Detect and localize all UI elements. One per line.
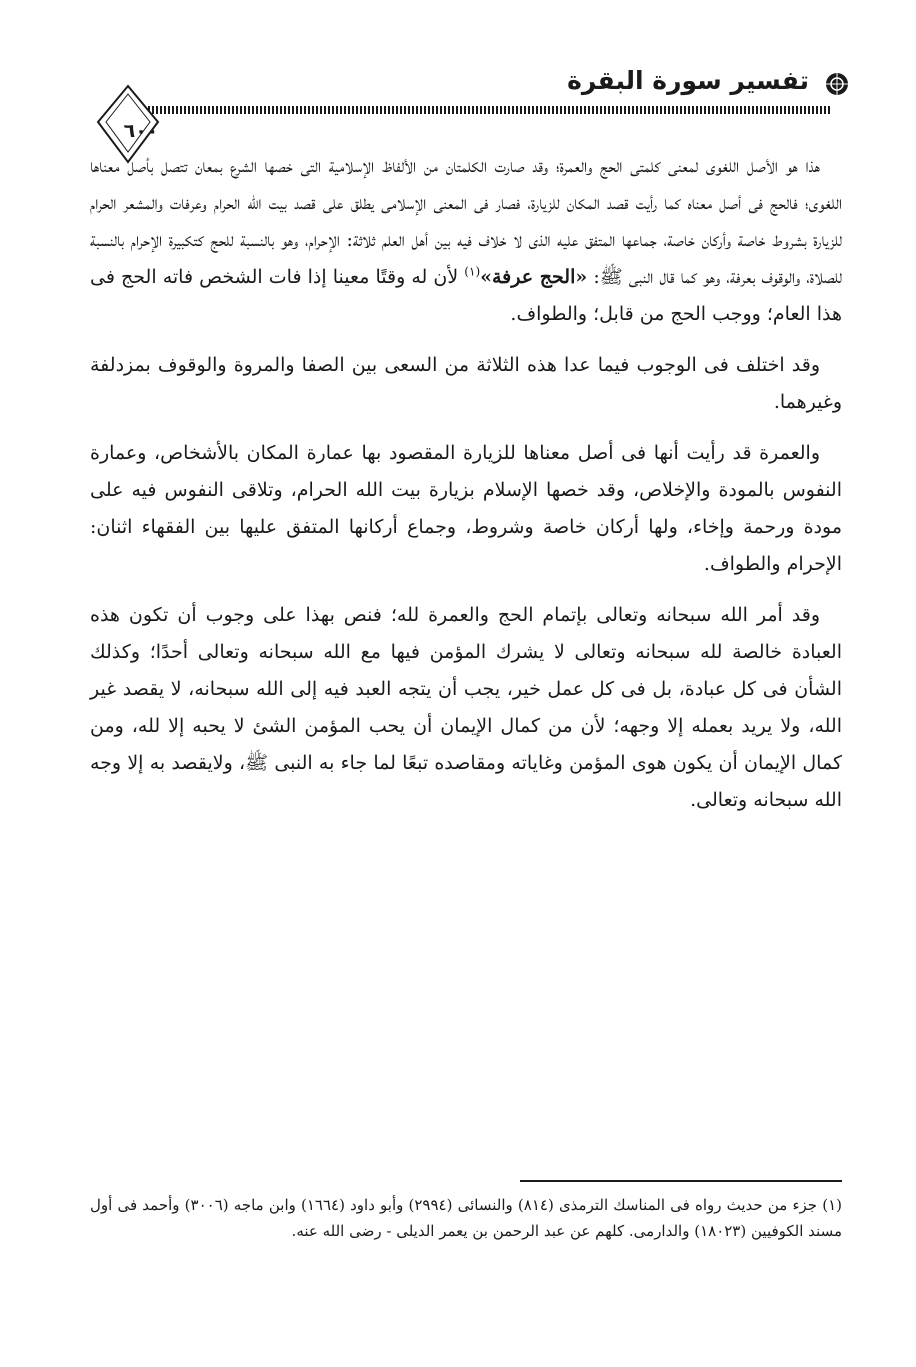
paragraph-1-text-b: لأن له وقتًا معينا إذا فات الشخص فاته الحج فى هذا العام؛ ووجب الحج من قابل؛ والطواف. bbox=[90, 266, 842, 325]
header-rule bbox=[148, 106, 831, 114]
page-header bbox=[100, 58, 821, 142]
paragraph-2: وقد اختلف فى الوجوب فيما عدا هذه الثلاثة من السعى بين الصفا والمروة والوقوف بمزدلفة وغيرهما. bbox=[90, 354, 842, 413]
paragraph-3: والعمرة قد رأيت أنها فى أصل معناها للزيارة المقصود بها عمارة المكان بالأشخاص، وعمارة النفوس بالمودة والإخلاص، وقد خصها الإسلام بزيارة بيت الله الحرام، وتلاقى النفوس فيه على مودة ورحمة وإخاء، ولها أركان خاصة وشروط، وجماع أركانها المتفق عليها بين الفقهاء اثنان: الإحرام والطواف. bbox=[90, 442, 843, 575]
page-number: ٦٠٠ bbox=[123, 120, 159, 142]
paragraph-1-text-a: هذا هو الأصل اللغوى لمعنى كلمتى الحج والعمرة؛ وقد صارت الكلمتان من الألفاظ الإسلامية التى خصها الشرع بمعان تتصل بأصل معناها اللغوى؛ فالحج فى أصل معناه كما رأيت قصد المكان للزيارة، فصار فى المعنى الإسلامى يطلق على قصد بيت الله الحرام وعرفات والمشعر الحرام للزيارة بشروط خاصة وأركان خاصة، جماعها المتفق عليه الذى لا خلاف فيه بين أهل العلم ثلاثة: الإحرام، وهو بالنسبة للحج كتكبيرة الإحرام بالنسبة للصلاة، والوقوف بعرفة، وهو كما قال النبى ﷺ: bbox=[90, 155, 842, 288]
page-body bbox=[90, 148, 842, 833]
footnote-divider bbox=[520, 1180, 842, 1182]
ornament-icon bbox=[823, 70, 851, 98]
footnote-reference: (١) bbox=[464, 264, 481, 279]
hadith-quote: «الحج عرفة» bbox=[480, 266, 588, 288]
paragraph-1 bbox=[90, 148, 842, 333]
footnote: (١) جزء من حديث رواه فى المناسك الترمذى (٨١٤) والنسائى (٢٩٩٤) وأبو داود (١٦٦٤) وابن ماجه (٣٠٠٦) وأحمد فى أول مسند الكوفيين (١٨٠٢٣) والدارمى. كلهم عن عبد الرحمن بن يعمر الديلى - رضى الله عنه. bbox=[90, 1196, 842, 1240]
running-title: تفسير سورة البقرة bbox=[567, 66, 809, 95]
paragraph-4: وقد أمر الله سبحانه وتعالى بإتمام الحج والعمرة لله؛ فنص بهذا على وجوب أن تكون هذه العبادة خالصة لله سبحانه وتعالى لا يشرك المؤمن فيها مع الله سبحانه وتعالى أحدًا؛ وكذلك الشأن فى كل عبادة، بل فى كل عمل خير، يجب أن يتجه العبد فيه إلى الله سبحانه، لا يقصد غير الله، ولا يريد بعمله إلا وجهه؛ لأن من كمال الإيمان أن يحب المؤمن الشئ لا يحبه إلا لله، ومن كمال الإيمان أن يكون هوى المؤمن وغاياته ومقاصده تبعًا لما جاء به النبى ﷺ، ولايقصد به إلا وجه الله سبحانه وتعالى. bbox=[90, 604, 842, 811]
